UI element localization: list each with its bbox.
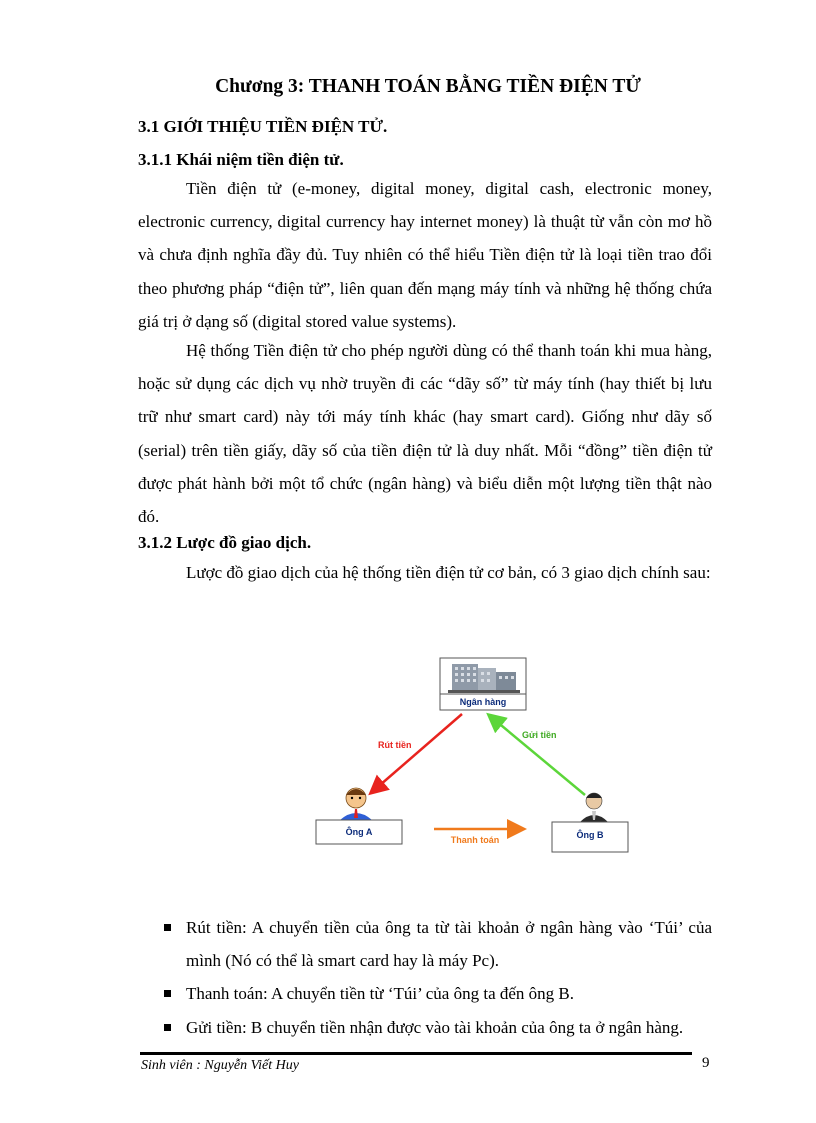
transaction-diagram <box>300 652 640 862</box>
bank-node <box>440 658 526 710</box>
bullet-text: Gửi tiền: B chuyển tiền nhận được vào tài khoản của ông ta ở ngân hàng. <box>186 1017 684 1037</box>
person-a-label: Ông A <box>345 827 373 837</box>
list-item <box>164 911 712 977</box>
person-b-icon <box>580 793 608 822</box>
paragraph-system: Hệ thống Tiền điện tử cho phép người dùng có thể thanh toán khi mua hàng, hoặc sử dụng các dịch vụ nhờ truyền đi các “dãy số” từ máy tính (hay thiết bị lưu trữ như smart card) này tới máy tính khác (hay smart card). Giống như dãy số (serial) trên tiền giấy, dãy số của tiền điện tử là duy nhất. Mỗi “đồng” tiền điện tử được phát hành bởi một tổ chức (ngân hàng) và biểu diễn một lượng tiền thật nào đó. <box>138 341 712 527</box>
list-item <box>164 1011 712 1044</box>
footer-divider <box>140 1052 692 1055</box>
withdraw-arrow <box>372 714 462 792</box>
paragraph-scheme-intro: Lược đồ giao dịch của hệ thống tiền điện tử cơ bản, có 3 giao dịch chính sau: <box>186 563 711 582</box>
page-number: 9 <box>702 1055 710 1071</box>
section-heading-3-1: 3.1 GIỚI THIỆU TIỀN ĐIỆN TỬ. <box>138 117 388 136</box>
section-heading-3-1-2: 3.1.2 Lược đồ giao dịch. <box>138 533 312 552</box>
transaction-bullet-list <box>164 911 712 1044</box>
bullet-square-icon <box>164 990 171 997</box>
person-a-icon <box>340 788 372 820</box>
deposit-label: Gửi tiền <box>522 730 557 740</box>
paragraph-definition: Tiền điện tử (e-money, digital money, digital cash, electronic money, electronic currency, digital currency hay internet money) là thuật từ vẫn còn mơ hồ và chưa định nghĩa đầy đủ. Tuy nhiên có thể hiểu Tiền điện tử là loại tiền trao đổi theo phương pháp “điện tử”, liên quan đến mạng máy tính và những hệ thống chứa giá trị ở dạng số (digital stored value systems). <box>138 179 712 331</box>
bullet-text: Rút tiền: A chuyển tiền của ông ta từ tài khoản ở ngân hàng vào ‘Túi’ của mình (Nó có thể là smart card hay là máy Pc). <box>186 918 712 971</box>
person-b-label: Ông B <box>576 830 604 840</box>
person-b-node <box>552 793 628 852</box>
bullet-square-icon <box>164 1024 171 1031</box>
bank-label: Ngân hàng <box>459 697 507 707</box>
person-a-node <box>316 788 402 844</box>
footer-student: Sinh viên : Nguyễn Viết Huy <box>141 1058 299 1073</box>
bullet-square-icon <box>164 924 171 931</box>
bullet-text: Thanh toán: A chuyển tiền từ ‘Túi’ của ông ta đến ông B. <box>186 984 575 1004</box>
payment-label: Thanh toán <box>450 835 500 845</box>
withdraw-label: Rút tiền <box>378 740 412 750</box>
deposit-arrow <box>490 716 585 795</box>
chapter-title: Chương 3: THANH TOÁN BẰNG TIỀN ĐIỆN TỬ <box>215 76 641 97</box>
section-heading-3-1-1: 3.1.1 Khái niệm tiền điện tử. <box>138 150 344 169</box>
list-item <box>164 977 712 1010</box>
